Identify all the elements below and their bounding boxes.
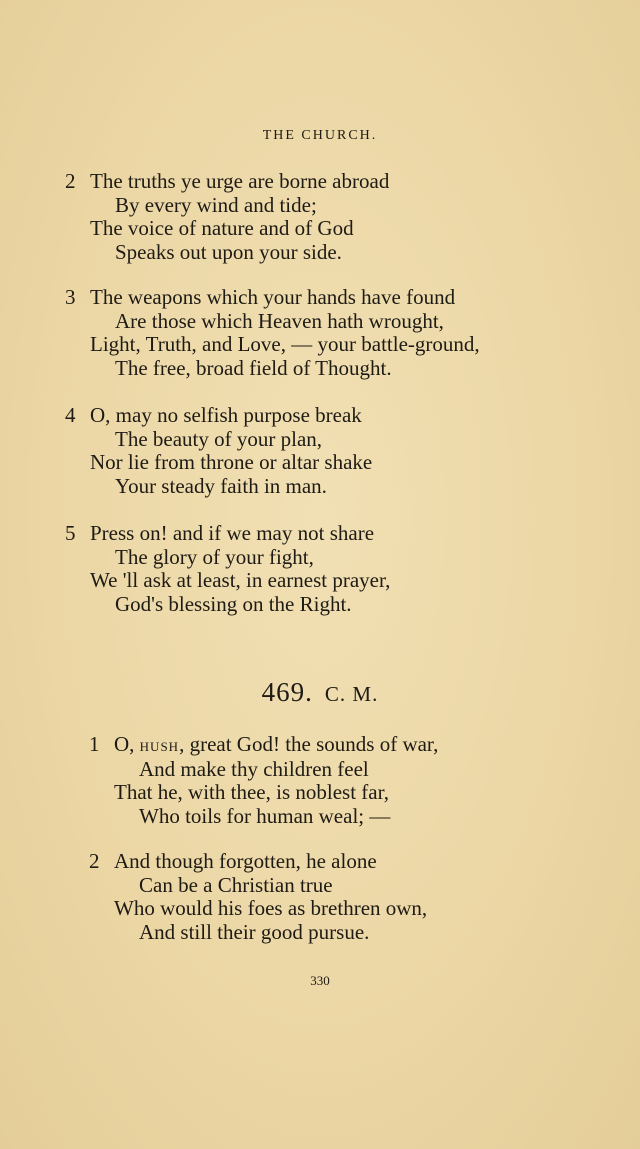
stanza-line: Light, Truth, and Love, — your battle-ground, [90, 332, 480, 356]
stanza-line [89, 733, 438, 758]
stanza-line: Nor lie from throne or altar shake [90, 450, 373, 474]
stanza-line: The voice of nature and of God [90, 216, 354, 240]
stanza-line: We 'll ask at least, in earnest prayer, [90, 568, 391, 592]
stanza-number: 1 [89, 732, 100, 756]
verse-text: O, may no selfish purpose break [90, 403, 362, 427]
stanza-line: That he, with thee, is noblest far, [114, 780, 389, 804]
stanza-line: The glory of your fight, [115, 544, 314, 569]
running-head: THE CHURCH. [262, 128, 378, 143]
stanza-number: 5 [65, 521, 76, 545]
stanza-number: 4 [65, 403, 76, 427]
verse-text: The truths ye urge are borne abroad [90, 169, 390, 193]
stanza-4 [65, 404, 372, 498]
verse-text: The weapons which your hands have found [90, 285, 456, 309]
page-number: 330 [310, 973, 330, 988]
stanza-line: Your steady faith in man. [115, 473, 327, 498]
stanza-3 [65, 286, 480, 380]
stanza-line [65, 522, 390, 546]
stanza-line: By every wind and tide; [115, 192, 317, 217]
stanza-line: God's blessing on the Right. [115, 591, 352, 616]
stanza-number: 2 [65, 169, 76, 193]
stanza-line [65, 170, 389, 194]
stanza-line [89, 850, 427, 874]
stanza-2 [65, 170, 389, 264]
stanza-line [65, 404, 372, 428]
stanza-line: Are those which Heaven hath wrought, [115, 308, 444, 333]
verse-text: And though forgotten, he alone [114, 849, 377, 873]
verse-smallcaps: hush [139, 735, 180, 755]
stanza-line: And still their good pursue. [139, 919, 370, 944]
stanza-line: Speaks out upon your side. [115, 239, 342, 264]
hymn-469-stanza-1 [89, 733, 438, 828]
stanza-number: 3 [65, 285, 76, 309]
stanza-line: Can be a Christian true [139, 872, 333, 897]
hymn-number: 469. [261, 677, 313, 707]
stanza-line: Who toils for human weal; — [139, 803, 391, 828]
stanza-line: Who would his foes as brethren own, [114, 896, 428, 920]
verse-text: O, [114, 732, 140, 756]
stanza-5 [65, 522, 390, 616]
hymn-469-stanza-2 [89, 850, 427, 944]
stanza-number: 2 [89, 849, 100, 873]
stanza-line [65, 286, 480, 310]
verse-text: Press on! and if we may not share [90, 521, 375, 545]
stanza-line: And make thy children feel [139, 756, 369, 781]
hymn-meter: C. M. [324, 682, 379, 706]
verse-text: , great God! the sounds of war, [179, 732, 439, 756]
stanza-line: The free, broad field of Thought. [115, 355, 392, 380]
stanza-line: The beauty of your plan, [115, 426, 323, 451]
hymn-heading [0, 677, 640, 708]
